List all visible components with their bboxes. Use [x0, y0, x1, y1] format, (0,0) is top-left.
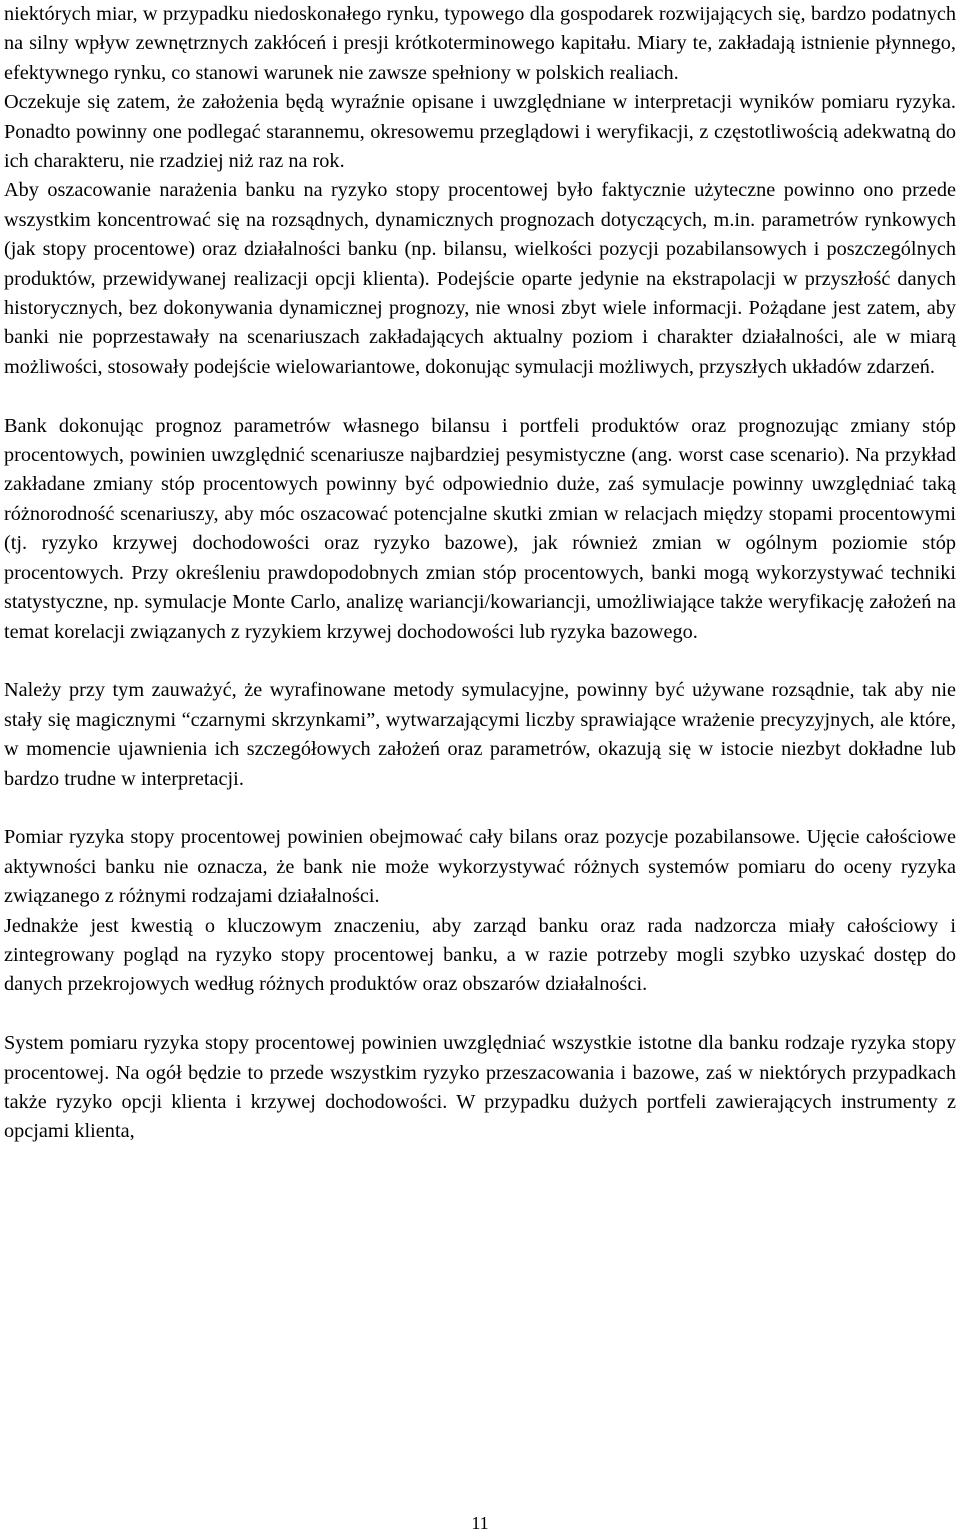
paragraph-spacer: [4, 794, 956, 823]
paragraph-spacer: [4, 1000, 956, 1029]
paragraph-spacer: [4, 382, 956, 411]
paragraph-6: Pomiar ryzyka stopy procentowej powinien obejmować cały bilans oraz pozycje pozabilansowe. Ujęcie całościowe aktywności banku nie oznacza, że bank nie może wykorzystywać różnych systemów pomiaru do oceny ryzyka związanego z różnymi rodzajami działalności.: [4, 826, 956, 908]
document-page: [4, 0, 956, 1147]
paragraph-2: Oczekuje się zatem, że założenia będą wyraźnie opisane i uwzględniane w interpretacji wyników pomiaru ryzyka. Ponadto powinny one podlegać starannemu, okresowemu przeglądowi i weryfikacji, z częstotliwością adekwatną do ich charakteru, nie rzadziej niż raz na rok.: [4, 91, 956, 173]
paragraph-3: Aby oszacowanie narażenia banku na ryzyko stopy procentowej było faktycznie użyteczne powinno ono przede wszystkim koncentrować się na rozsądnych, dynamicznych prognozach dotyczących, m.in. parametrów rynkowych (jak stopy procentowe) oraz działalności banku (np. bilansu, wielkości pozycji pozabilansowych i poszczególnych produktów, przewidywanej realizacji opcji klienta). Podejście oparte jedynie na ekstrapolacji w przyszłość danych historycznych, bez dokonywania dynamicznej prognozy, nie wnosi zbyt wiele informacji. Pożądane jest zatem, aby banki nie poprzestawały na scenariuszach zakładających aktualny poziom i charakter działalności, ale w miarą możliwości, stosowały podejście wielowariantowe, dokonując symulacji możliwych, przyszłych układów zdarzeń.: [4, 179, 956, 378]
paragraph-8: System pomiaru ryzyka stopy procentowej powinien uwzględniać wszystkie istotne dla banku rodzaje ryzyka stopy procentowej. Na ogół będzie to przede wszystkim ryzyko przeszacowania i bazowe, zaś w niektórych przypadkach także ryzyko opcji klienta i krzywej dochodowości. W przypadku dużych portfeli zawierających instrumenty z opcjami klienta,: [4, 1032, 956, 1143]
paragraph-spacer: [4, 647, 956, 676]
page-number: 11: [471, 1513, 489, 1533]
paragraph-7: Jednakże jest kwestią o kluczowym znaczeniu, aby zarząd banku oraz rada nadzorcza miały całościowy i zintegrowany pogląd na ryzyko stopy procentowej banku, a w razie potrzeby mogli szybko uzyskać dostęp do danych przekrojowych według różnych produktów oraz obszarów działalności.: [4, 914, 956, 996]
paragraph-1: niektórych miar, w przypadku niedoskonałego rynku, typowego dla gospodarek rozwijających się, bardzo podatnych na silny wpływ zewnętrznych zakłóceń i presji krótkoterminowego kapitału. Miary te, zakładają istnienie płynnego, efektywnego rynku, co stanowi warunek nie zawsze spełniony w polskich realiach.: [4, 3, 956, 84]
paragraph-4: Bank dokonując prognoz parametrów własnego bilansu i portfeli produktów oraz prognozując zmiany stóp procentowych, powinien uwzględnić scenariusze najbardziej pesymistyczne (ang. worst case scenario). Na przykład zakładane zmiany stóp procentowych powinny być odpowiednio duże, zaś symulacje powinny uwzględniać taką różnorodność scenariuszy, aby móc oszacować potencjalne skutki zmian w relacjach między stopami procentowymi (tj. ryzyko krzywej dochodowości oraz ryzyko bazowe), jak również zmian w ogólnym poziomie stóp procentowych. Przy określeniu prawdopodobnych zmian stóp procentowych, banki mogą wykorzystywać techniki statystyczne, np. symulacje Monte Carlo, analizę wariancji/kowariancji, umożliwiające także weryfikację założeń na temat korelacji związanych z ryzykiem krzywej dochodowości lub ryzyka bazowego.: [4, 414, 956, 643]
paragraph-5: Należy przy tym zauważyć, że wyrafinowane metody symulacyjne, powinny być używane rozsądnie, tak aby nie stały się magicznymi “czarnymi skrzynkami”, wytwarzającymi liczby sprawiające wrażenie precyzyjnych, ale które, w momencie ujawnienia ich szczegółowych założeń oraz parametrów, okazują się w istocie niezbyt dokładne lub bardzo trudne w interpretacji.: [4, 679, 956, 790]
